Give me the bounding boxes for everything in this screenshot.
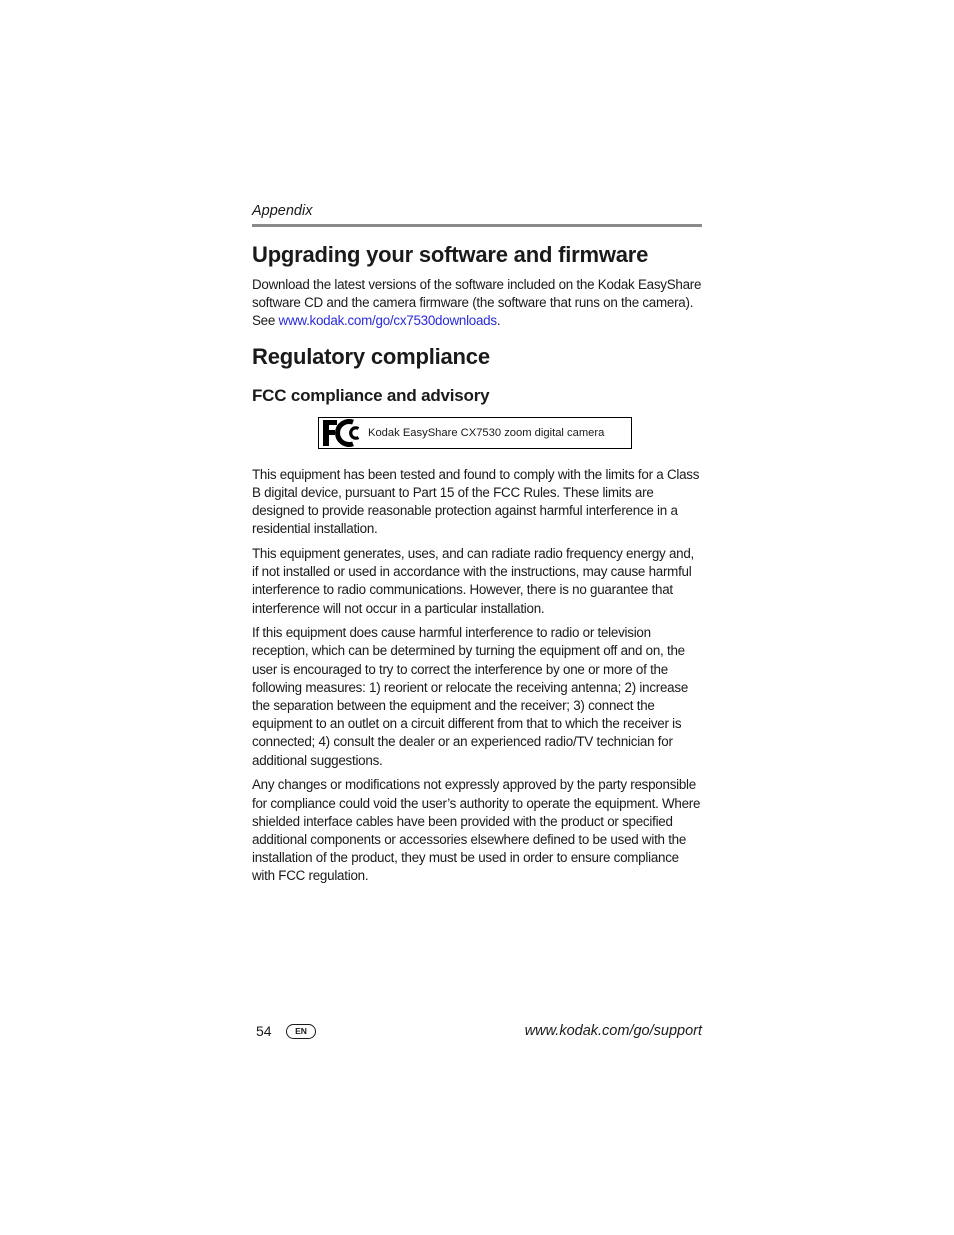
- fcc-paragraph-2: This equipment generates, uses, and can radiate radio frequency energy and, if not installed or used in accordance with the instructions, may cause harmful interference to radio communications. However, there is no guarantee that interference will not occur in a particular installation.: [252, 545, 695, 616]
- section-title-upgrading: Upgrading your software and firmware: [252, 242, 649, 267]
- page-number: 54: [256, 1023, 272, 1039]
- page-footer: [252, 1019, 702, 1043]
- upgrade-paragraph: [252, 276, 702, 331]
- fcc-label-box: [318, 417, 632, 449]
- fcc-paragraph-1: This equipment has been tested and found to comply with the limits for a Class B digital device, pursuant to Part 15 of the FCC Rules. These limits are designed to provide reasonable protection against harmful interference in a residential installation.: [252, 466, 700, 537]
- downloads-link[interactable]: www.kodak.com/go/cx7530downloads: [278, 313, 497, 329]
- page-content: [252, 200, 702, 892]
- language-badge: EN: [286, 1024, 316, 1039]
- fcc-paragraph-3: If this equipment does cause harmful interference to radio or television reception, which can be determined by turning the equipment off and on, the user is encouraged to try to correct the interference by one or more of the following measures: 1) reorient or relocate the receiving antenna; 2) increase the separation between the equipment and the receiver; 3) connect the equipment to an outlet on a circuit different from that to which the receiver is connected; 4) consult the dealer or an experienced radio/TV technician for additional suggestions.: [252, 625, 689, 768]
- fcc-logo-icon: [322, 419, 362, 447]
- subsection-title-fcc: FCC compliance and advisory: [252, 385, 490, 405]
- upgrade-body-text: Download the latest versions of the software included on the Kodak EasyShare software CD and the camera firmware (the software that runs on the camera). See: [252, 277, 702, 329]
- support-url[interactable]: www.kodak.com/go/support: [524, 1023, 702, 1039]
- upgrade-body-end: .: [496, 313, 501, 329]
- fcc-paragraph-4: Any changes or modifications not expressly approved by the party responsible for compliance could void the user’s authority to operate the equipment. Where shielded interface cables have been provided with the product or specified additional components or accessories elsewhere defined to be used with the installation of the product, they must be used in order to ensure compliance with FCC regulation.: [252, 777, 701, 884]
- section-title-regulatory: Regulatory compliance: [252, 343, 490, 369]
- running-header: Appendix: [252, 200, 702, 227]
- fcc-label-caption: Kodak EasyShare CX7530 zoom digital camera: [368, 426, 605, 439]
